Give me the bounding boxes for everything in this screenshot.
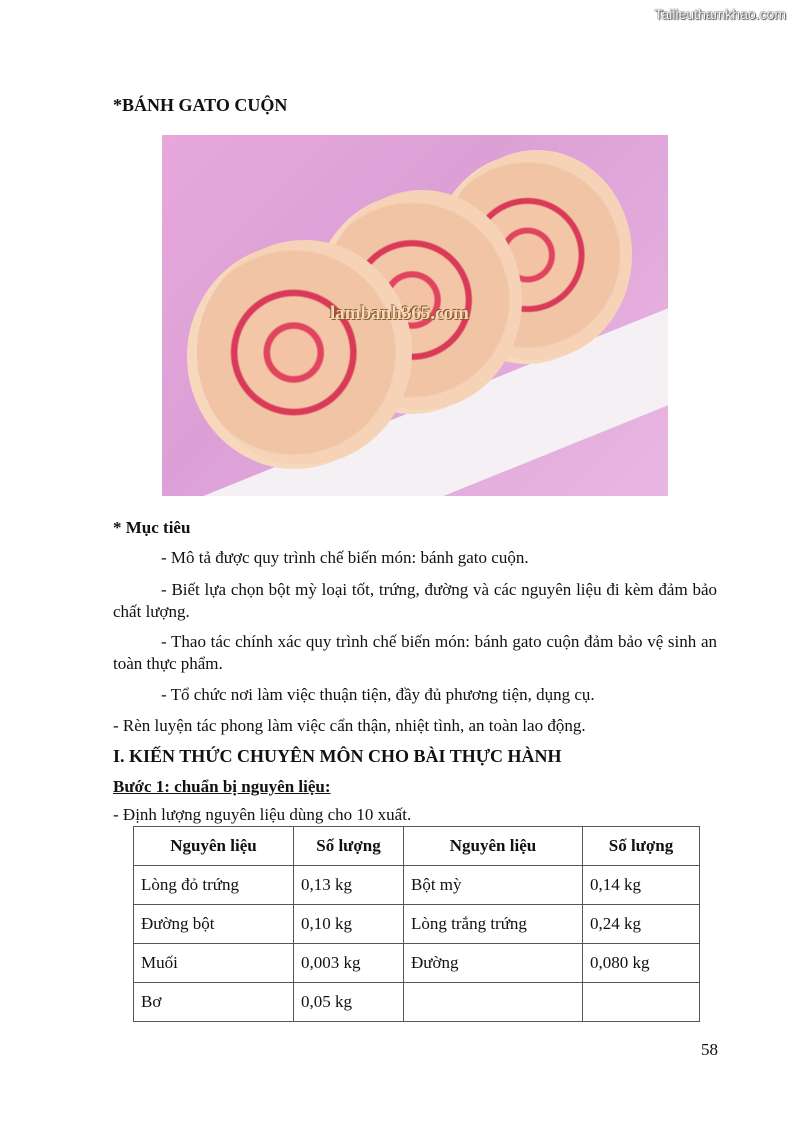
ingredients-table: [133, 826, 700, 1022]
table-row: [134, 944, 700, 983]
cell: 0,14 kg: [583, 866, 700, 905]
column-header: Số lượng: [583, 827, 700, 866]
swiss-roll-photo: [162, 135, 668, 496]
objective-item: - Tổ chức nơi làm việc thuận tiện, đầy đủ phương tiện, dụng cụ.: [161, 685, 595, 704]
table-row: [134, 983, 700, 1022]
objective-item: - Biết lựa chọn bột mỳ loại tốt, trứng, đường và các nguyên liệu đi kèm đảm bảo chất lượng.: [113, 580, 717, 621]
cell: Lòng trắng trứng: [404, 905, 583, 944]
table-header-row: [134, 827, 700, 866]
cell: Muối: [134, 944, 294, 983]
table-row: [134, 905, 700, 944]
recipe-title: *BÁNH GATO CUỘN: [113, 95, 288, 115]
section-heading: I. KIẾN THỨC CHUYÊN MÔN CHO BÀI THỰC HÀNH: [113, 746, 562, 766]
table-row: [134, 866, 700, 905]
cell: 0,24 kg: [583, 905, 700, 944]
cell: [404, 983, 583, 1022]
objective-item: - Thao tác chính xác quy trình chế biến món: bánh gato cuộn đảm bảo vệ sinh an toàn thực phẩm.: [113, 632, 717, 673]
objectives-heading: * Mục tiêu: [113, 518, 191, 537]
objective-item: - Rèn luyện tác phong làm việc cẩn thận, nhiệt tình, an toàn lao động.: [113, 716, 586, 735]
cell: 0,080 kg: [583, 944, 700, 983]
cell: 0,05 kg: [294, 983, 404, 1022]
site-watermark: Tailieuthamkhao.com: [654, 6, 786, 22]
cell: 0,10 kg: [294, 905, 404, 944]
cell: Đường: [404, 944, 583, 983]
photo-logo: lambanh365.com: [330, 303, 469, 324]
objective-item: - Mô tả được quy trình chế biến món: bánh gato cuộn.: [161, 548, 529, 567]
column-header: Số lượng: [294, 827, 404, 866]
cell: Bột mỳ: [404, 866, 583, 905]
cake-slice: [197, 240, 412, 465]
cell: 0,13 kg: [294, 866, 404, 905]
quantity-note: - Định lượng nguyên liệu dùng cho 10 xuất.: [113, 805, 412, 824]
cell: 0,003 kg: [294, 944, 404, 983]
cell: Bơ: [134, 983, 294, 1022]
cell: [583, 983, 700, 1022]
page-number: 58: [701, 1040, 718, 1059]
step-heading: Bước 1: chuẩn bị nguyên liệu:: [113, 777, 331, 796]
column-header: Nguyên liệu: [404, 827, 583, 866]
cell: Đường bột: [134, 905, 294, 944]
cell: Lòng đỏ trứng: [134, 866, 294, 905]
column-header: Nguyên liệu: [134, 827, 294, 866]
